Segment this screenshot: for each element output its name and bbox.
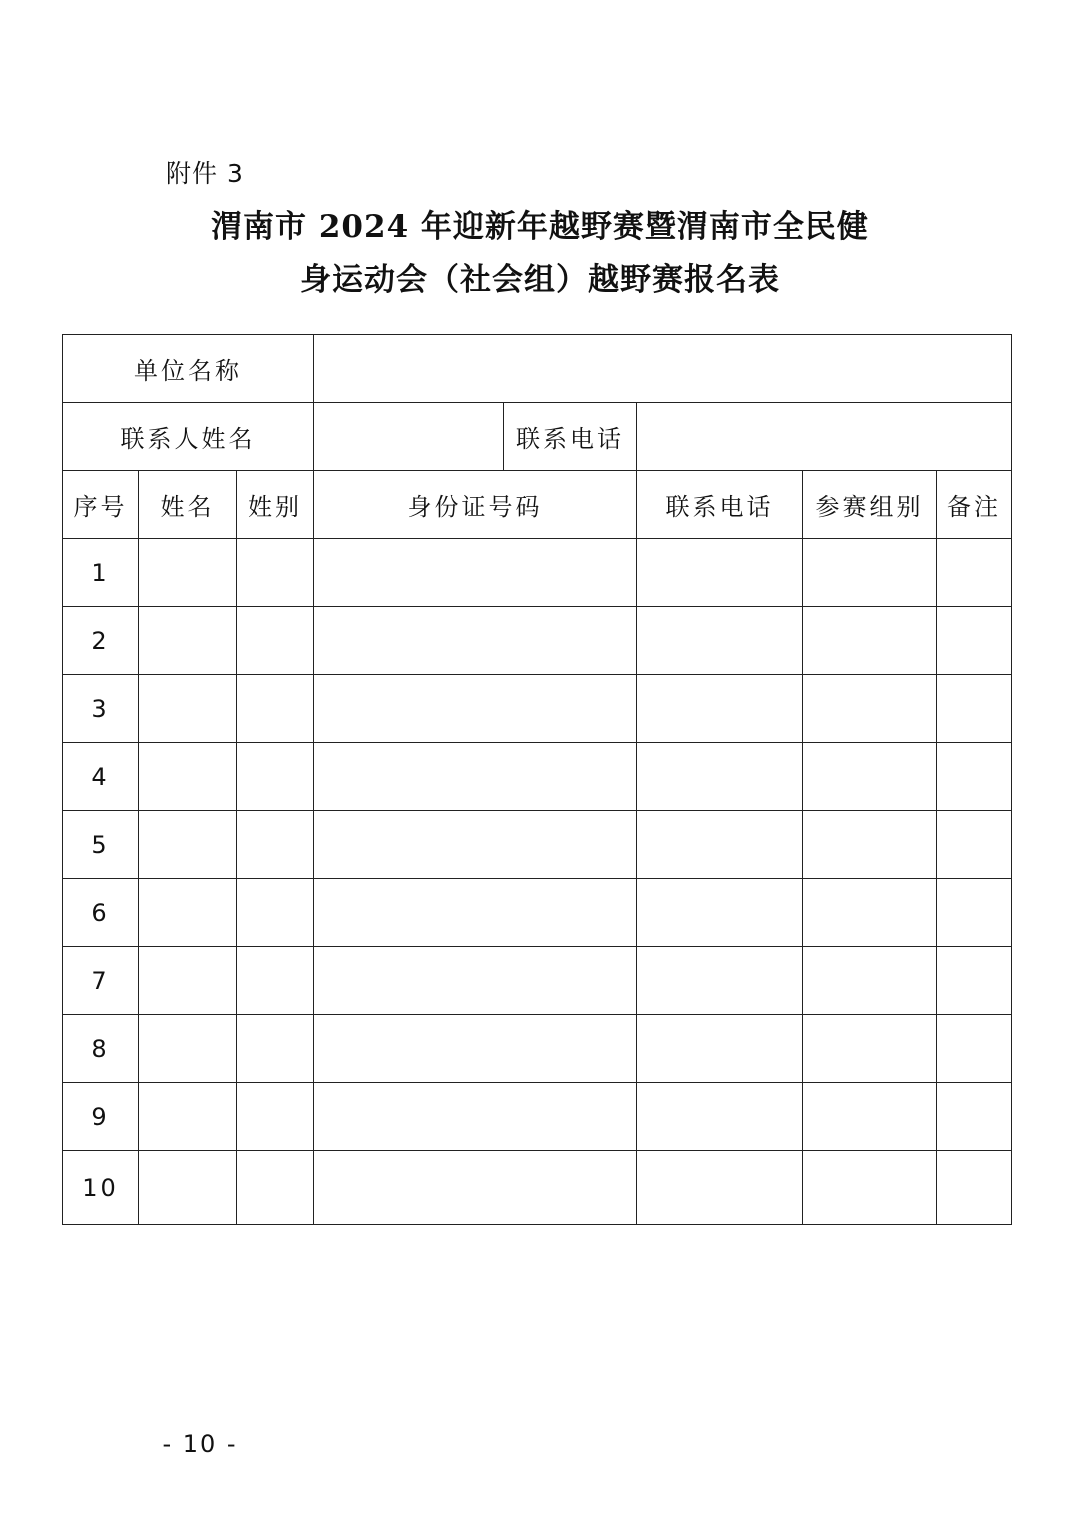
group-cell[interactable]	[803, 879, 937, 947]
remarks-cell[interactable]	[937, 811, 1012, 879]
id-number-cell[interactable]	[314, 743, 637, 811]
row-index: 8	[63, 1015, 139, 1083]
name-cell[interactable]	[139, 1151, 237, 1225]
phone-cell[interactable]	[637, 1083, 803, 1151]
remarks-cell[interactable]	[937, 675, 1012, 743]
header-row	[63, 471, 1012, 539]
id-number-cell[interactable]	[314, 607, 637, 675]
gender-cell[interactable]	[237, 675, 314, 743]
col-header-remarks: 备注	[937, 471, 1012, 539]
group-cell[interactable]	[803, 539, 937, 607]
group-cell[interactable]	[803, 675, 937, 743]
contact-phone-input[interactable]	[637, 403, 1012, 471]
gender-cell[interactable]	[237, 607, 314, 675]
phone-cell[interactable]	[637, 675, 803, 743]
contact-phone-label: 联系电话	[504, 403, 637, 471]
registration-table	[62, 334, 1012, 1225]
remarks-cell[interactable]	[937, 879, 1012, 947]
id-number-cell[interactable]	[314, 1083, 637, 1151]
attachment-label: 附件 3	[166, 159, 244, 188]
col-header-index: 序号	[63, 471, 139, 539]
table-row	[63, 947, 1012, 1015]
name-cell[interactable]	[139, 1083, 237, 1151]
remarks-cell[interactable]	[937, 1015, 1012, 1083]
row-index: 10	[63, 1151, 139, 1225]
table-row	[63, 811, 1012, 879]
table-row	[63, 539, 1012, 607]
remarks-cell[interactable]	[937, 539, 1012, 607]
gender-cell[interactable]	[237, 1151, 314, 1225]
group-cell[interactable]	[803, 607, 937, 675]
phone-cell[interactable]	[637, 879, 803, 947]
row-index: 5	[63, 811, 139, 879]
id-number-cell[interactable]	[314, 811, 637, 879]
table-row	[63, 1015, 1012, 1083]
unit-name-input[interactable]	[314, 335, 1012, 403]
row-index: 7	[63, 947, 139, 1015]
id-number-cell[interactable]	[314, 675, 637, 743]
phone-cell[interactable]	[637, 607, 803, 675]
remarks-cell[interactable]	[937, 607, 1012, 675]
remarks-cell[interactable]	[937, 1151, 1012, 1225]
name-cell[interactable]	[139, 743, 237, 811]
name-cell[interactable]	[139, 811, 237, 879]
name-cell[interactable]	[139, 947, 237, 1015]
page-number: - 10 -	[162, 1430, 238, 1458]
col-header-name: 姓名	[139, 471, 237, 539]
table-row	[63, 743, 1012, 811]
table-row	[63, 607, 1012, 675]
group-cell[interactable]	[803, 1151, 937, 1225]
gender-cell[interactable]	[237, 947, 314, 1015]
phone-cell[interactable]	[637, 539, 803, 607]
group-cell[interactable]	[803, 1015, 937, 1083]
gender-cell[interactable]	[237, 743, 314, 811]
group-cell[interactable]	[803, 743, 937, 811]
table-row	[63, 879, 1012, 947]
phone-cell[interactable]	[637, 811, 803, 879]
form-title-line-1: 渭南市 2024 年迎新年越野赛暨渭南市全民健	[211, 209, 869, 245]
group-cell[interactable]	[803, 1083, 937, 1151]
gender-cell[interactable]	[237, 1083, 314, 1151]
col-header-phone: 联系电话	[637, 471, 803, 539]
contact-name-label: 联系人姓名	[63, 403, 314, 471]
row-index: 3	[63, 675, 139, 743]
form-title-line-2: 身运动会（社会组）越野赛报名表	[300, 262, 780, 298]
gender-cell[interactable]	[237, 539, 314, 607]
row-index: 2	[63, 607, 139, 675]
table-row	[63, 1083, 1012, 1151]
row-index: 1	[63, 539, 139, 607]
name-cell[interactable]	[139, 1015, 237, 1083]
remarks-cell[interactable]	[937, 947, 1012, 1015]
group-cell[interactable]	[803, 947, 937, 1015]
name-cell[interactable]	[139, 675, 237, 743]
id-number-cell[interactable]	[314, 879, 637, 947]
id-number-cell[interactable]	[314, 1015, 637, 1083]
col-header-id-number: 身份证号码	[314, 471, 637, 539]
phone-cell[interactable]	[637, 743, 803, 811]
phone-cell[interactable]	[637, 947, 803, 1015]
name-cell[interactable]	[139, 539, 237, 607]
unit-name-label: 单位名称	[63, 335, 314, 403]
table-row	[63, 1151, 1012, 1225]
table-row	[63, 675, 1012, 743]
name-cell[interactable]	[139, 879, 237, 947]
col-header-group: 参赛组别	[803, 471, 937, 539]
remarks-cell[interactable]	[937, 1083, 1012, 1151]
row-index: 9	[63, 1083, 139, 1151]
group-cell[interactable]	[803, 811, 937, 879]
remarks-cell[interactable]	[937, 743, 1012, 811]
gender-cell[interactable]	[237, 1015, 314, 1083]
name-cell[interactable]	[139, 607, 237, 675]
id-number-cell[interactable]	[314, 539, 637, 607]
gender-cell[interactable]	[237, 811, 314, 879]
col-header-gender: 姓别	[237, 471, 314, 539]
row-index: 4	[63, 743, 139, 811]
phone-cell[interactable]	[637, 1151, 803, 1225]
gender-cell[interactable]	[237, 879, 314, 947]
id-number-cell[interactable]	[314, 947, 637, 1015]
row-index: 6	[63, 879, 139, 947]
contact-name-input[interactable]	[314, 403, 504, 471]
phone-cell[interactable]	[637, 1015, 803, 1083]
id-number-cell[interactable]	[314, 1151, 637, 1225]
